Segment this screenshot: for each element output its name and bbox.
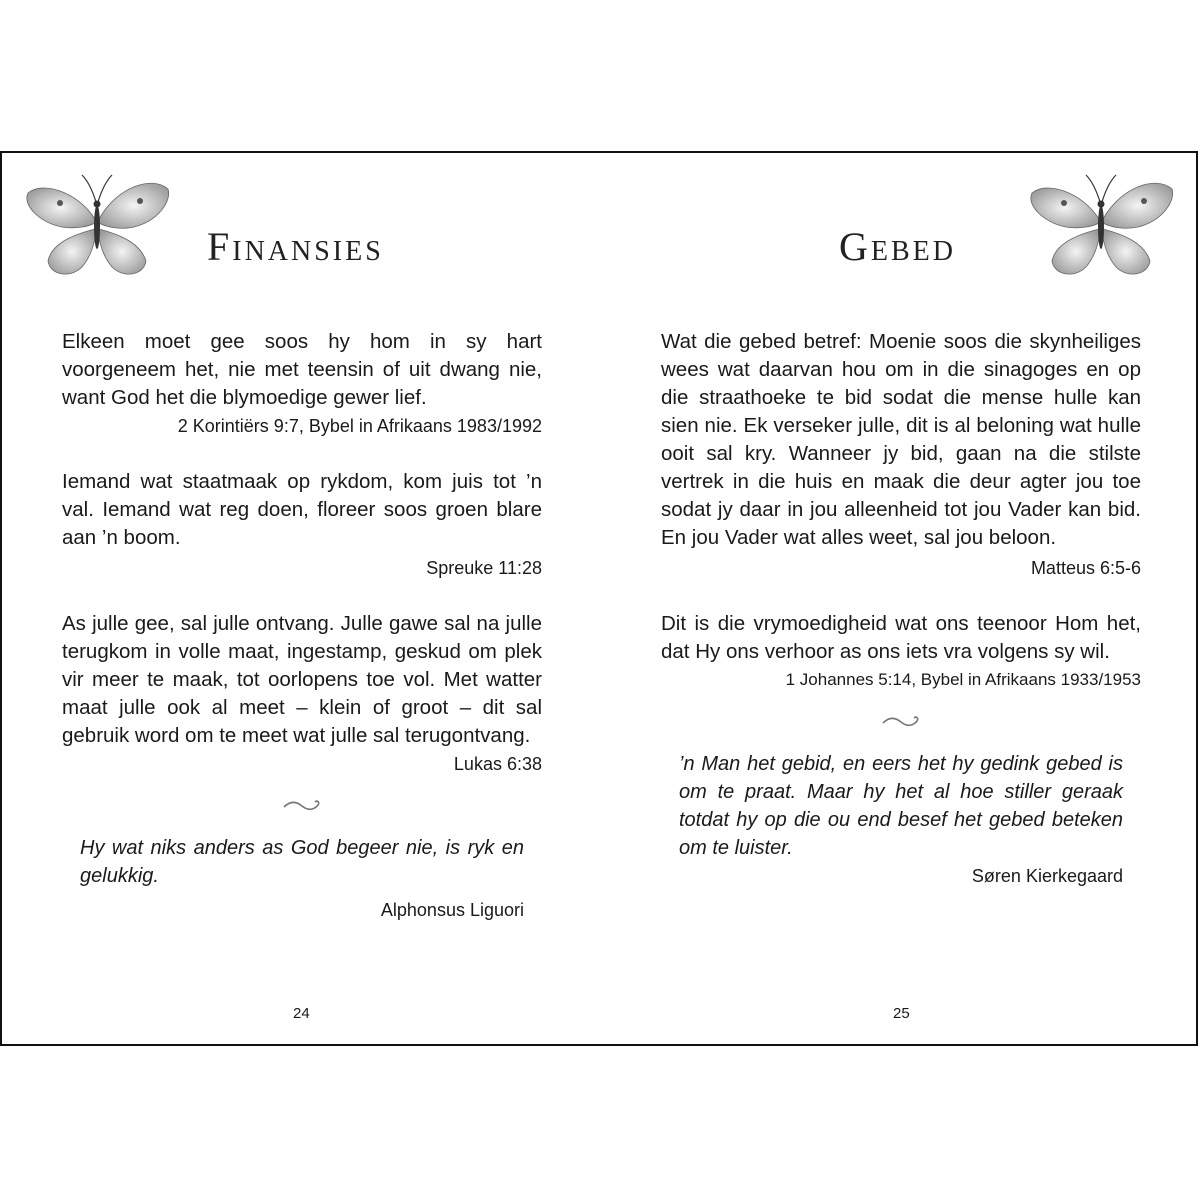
verse-text: Elkeen moet gee soos hy hom in sy hart voorgeneem het, nie met teensin of uit dwang nie, want God het die blymoedige gewer lief. — [62, 330, 542, 409]
verse-reference: 1 Johannes 5:14, Bybel in Afrikaans 1933/1953 — [785, 670, 1141, 689]
verse-reference: Spreuke 11:28 — [426, 558, 542, 578]
quote-author: Alphonsus Liguori — [380, 900, 524, 920]
page-body — [62, 328, 542, 924]
verse-text: Wat die gebed betref: Moenie soos die skynheiliges wees wat daarvan hou om in die sinagoges en op die straathoeke te bid sodat die mense hulle kan sien nie. Ek verseker julle, dit is al beloning wat hulle ooit sal kry. Wanneer jy bid, gaan na die stilste vertrek in die huis en maak die deur agter jou toe sodat jy daar in jou alleenheid tot jou Vader kan bid. En jou Vader wat alles weet, sal jou beloon. — [661, 330, 1141, 549]
verse-reference: Lukas 6:38 — [453, 754, 542, 774]
page-number: 25 — [893, 1005, 910, 1022]
book-spread — [0, 151, 1198, 1046]
page-title: Finansies — [207, 224, 384, 269]
quote-author: Søren Kierkegaard — [971, 866, 1123, 886]
quote-text: ’n Man het gebid, en eers het hy gedink gebed is om te praat. Maar hy het al hoe stiller geraak totdat hy op die ou end besef het gebed beteken om te luister. — [679, 753, 1123, 859]
verse-text: Dit is die vrymoedigheid wat ons teenoor Hom het, dat Hy ons verhoor as ons iets vra volgens sy wil. — [661, 612, 1141, 663]
page-number: 24 — [293, 1005, 310, 1022]
page-title: Gebed — [839, 224, 956, 269]
butterfly-icon — [1026, 171, 1176, 283]
right-page — [601, 153, 1200, 1044]
butterfly-icon — [22, 171, 172, 283]
verse-text: As julle gee, sal julle ontvang. Julle gawe sal na julle terugkom in volle maat, ingestamp, geskud om plek vir meer te maak, tot oorlopens toe vol. Met watter maat julle ook al meet – klein of groot – dit sal gebruik word om te meet wat julle sal terugontvang. — [62, 612, 542, 747]
page-body — [661, 328, 1141, 890]
verse-text: Iemand wat staatmaak op rykdom, kom juis tot ’n val. Iemand wat reg doen, floreer soos groen blare aan ’n boom. — [62, 470, 542, 549]
quote-text: Hy wat niks anders as God begeer nie, is ryk en gelukkig. — [80, 837, 524, 887]
flourish-ornament-icon — [282, 798, 322, 812]
verse-reference: 2 Korintiërs 9:7, Bybel in Afrikaans 1983/1992 — [177, 416, 542, 436]
verse-reference: Matteus 6:5-6 — [1030, 558, 1141, 578]
flourish-ornament-icon — [881, 714, 921, 728]
left-page — [2, 153, 601, 1044]
